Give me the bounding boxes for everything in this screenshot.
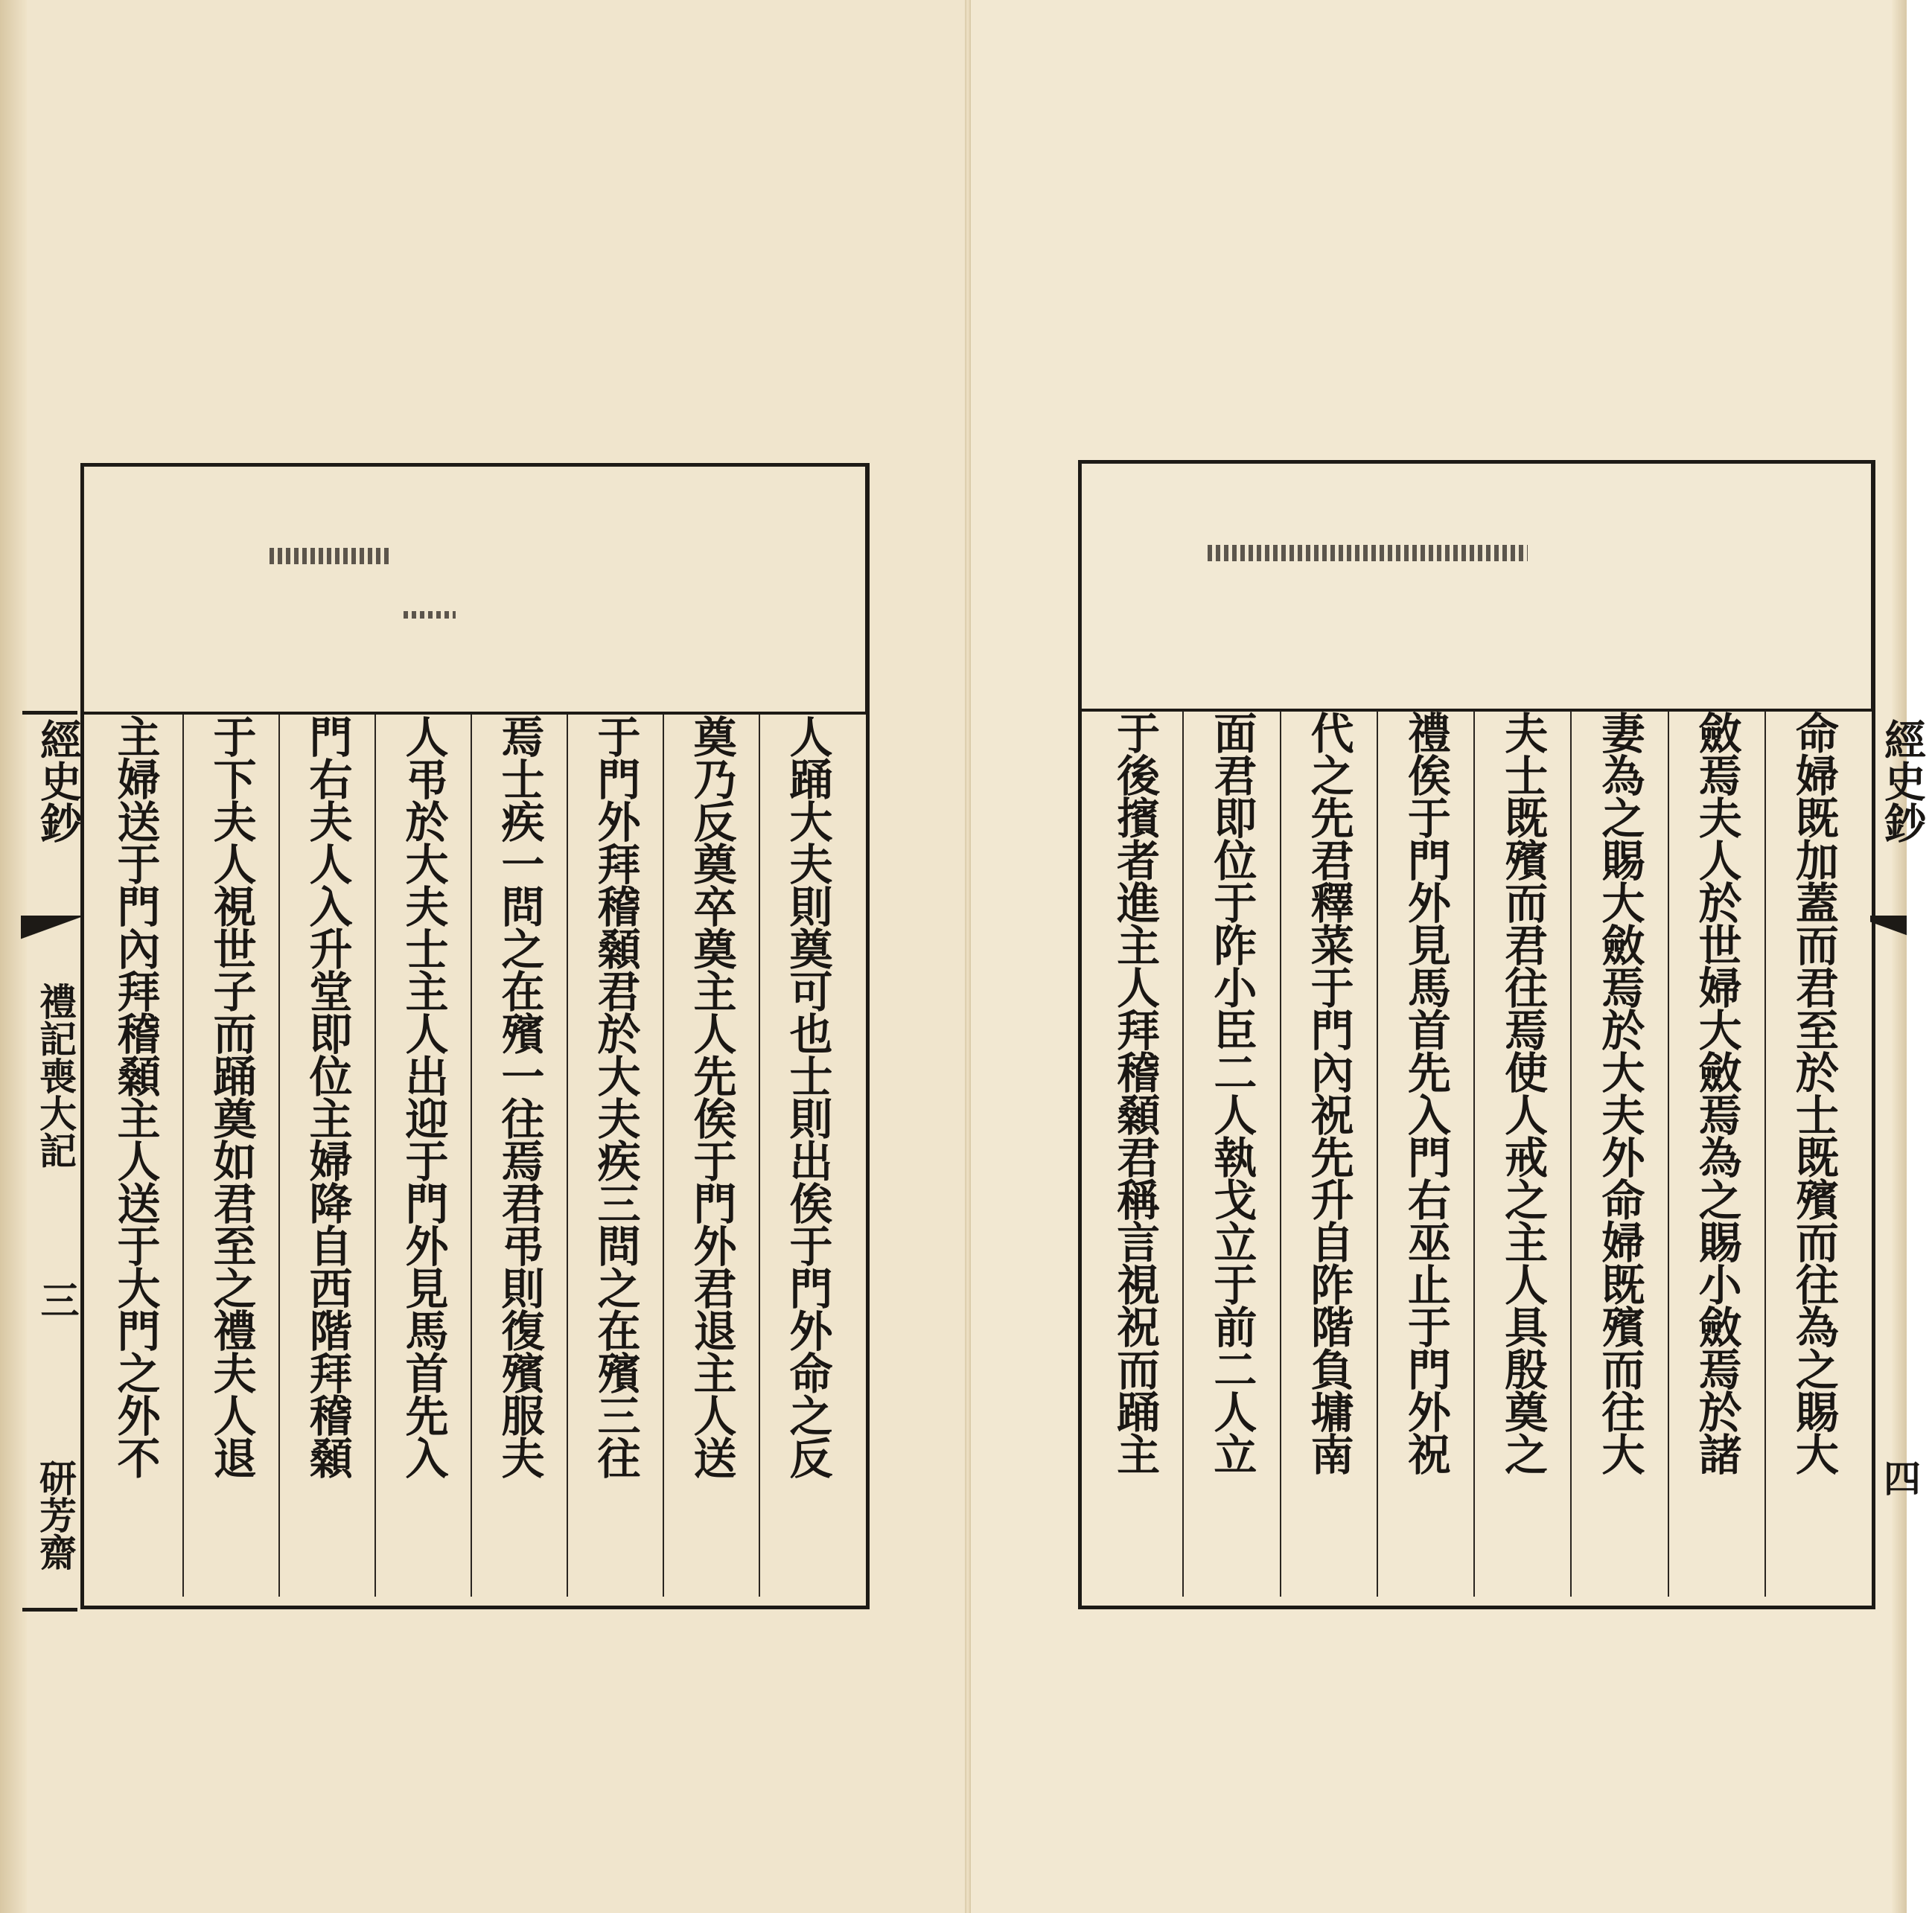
text-column [1377, 711, 1473, 1597]
column-text: 焉士疾一問之在殯一往焉君弔則復殯服夫 [494, 715, 545, 1478]
ink-smudge [404, 611, 456, 619]
column-text: 禮俟于門外見馬首先入門右巫止于門外祝 [1400, 711, 1451, 1475]
column-text: 命婦既加蓋而君至於士既殯而往為之賜大 [1788, 711, 1839, 1475]
text-column [374, 715, 471, 1597]
column-text: 主婦送于門內拜稽顙主人送于大門之外不 [109, 715, 161, 1478]
column-text: 斂焉夫人於世婦大斂焉為之賜小斂焉於諸 [1691, 711, 1742, 1475]
text-column [1764, 711, 1861, 1597]
text-column [88, 715, 182, 1597]
column-text: 于下夫人視世子而踊奠如君至之禮夫人退 [205, 715, 257, 1478]
column-text: 奠乃反奠卒奠主人先俟于門外君退主人送 [686, 715, 737, 1478]
column-text: 代之先君釋菜于門內祝先升自阼階負墉南 [1303, 711, 1354, 1475]
ink-smudge [270, 548, 389, 564]
text-column [1182, 711, 1279, 1597]
right-header-margin [1078, 460, 1874, 712]
left-header-margin [80, 463, 868, 715]
text-column [471, 715, 567, 1597]
margin-publisher: 研芳齋 [34, 1459, 77, 1571]
column-text: 面君即位于阼小臣二人執戈立于前二人立 [1206, 711, 1257, 1475]
text-column [1668, 711, 1764, 1597]
text-column [182, 715, 278, 1597]
margin-page-number: 三 [34, 1280, 79, 1319]
column-text: 人弔於大夫士主人出迎于門外見馬首先入 [398, 715, 449, 1478]
text-column [1087, 711, 1182, 1597]
fishtail-mark [1870, 916, 1907, 945]
text-column [1473, 711, 1570, 1597]
margin-page-number: 四 [1878, 1459, 1922, 1496]
text-column [1280, 711, 1377, 1597]
margin-book-title: 經史鈔 [1878, 718, 1927, 843]
margin-chapter-title: 禮記喪大記 [34, 983, 77, 1169]
column-text: 人踊大夫則奠可也士則出俟于門外命之反 [782, 715, 833, 1478]
right-page-edge [1892, 0, 1907, 1913]
text-column [567, 715, 663, 1597]
right-text-columns [1087, 711, 1861, 1597]
left-text-columns [88, 715, 855, 1597]
text-column [759, 715, 855, 1597]
ink-smudge [1208, 545, 1528, 561]
column-text: 妻為之賜大斂焉於大夫外命婦既殯而往大 [1594, 711, 1645, 1475]
book-gutter [965, 0, 971, 1913]
text-column [278, 715, 374, 1597]
text-column [663, 715, 759, 1597]
column-text: 夫士既殯而君往焉使人戒之主人具殷奠之 [1497, 711, 1549, 1475]
margin-book-title: 經史鈔 [34, 718, 83, 843]
fishtail-mark [21, 916, 80, 945]
column-text: 門右夫人入升堂即位主婦降自西階拜稽顙 [302, 715, 353, 1478]
text-column [1570, 711, 1667, 1597]
column-text: 于後擯者進主人拜稽顙君稱言視祝而踊主 [1109, 711, 1161, 1475]
column-text: 于門外拜稽顙君於大夫疾三問之在殯三往 [590, 715, 641, 1478]
